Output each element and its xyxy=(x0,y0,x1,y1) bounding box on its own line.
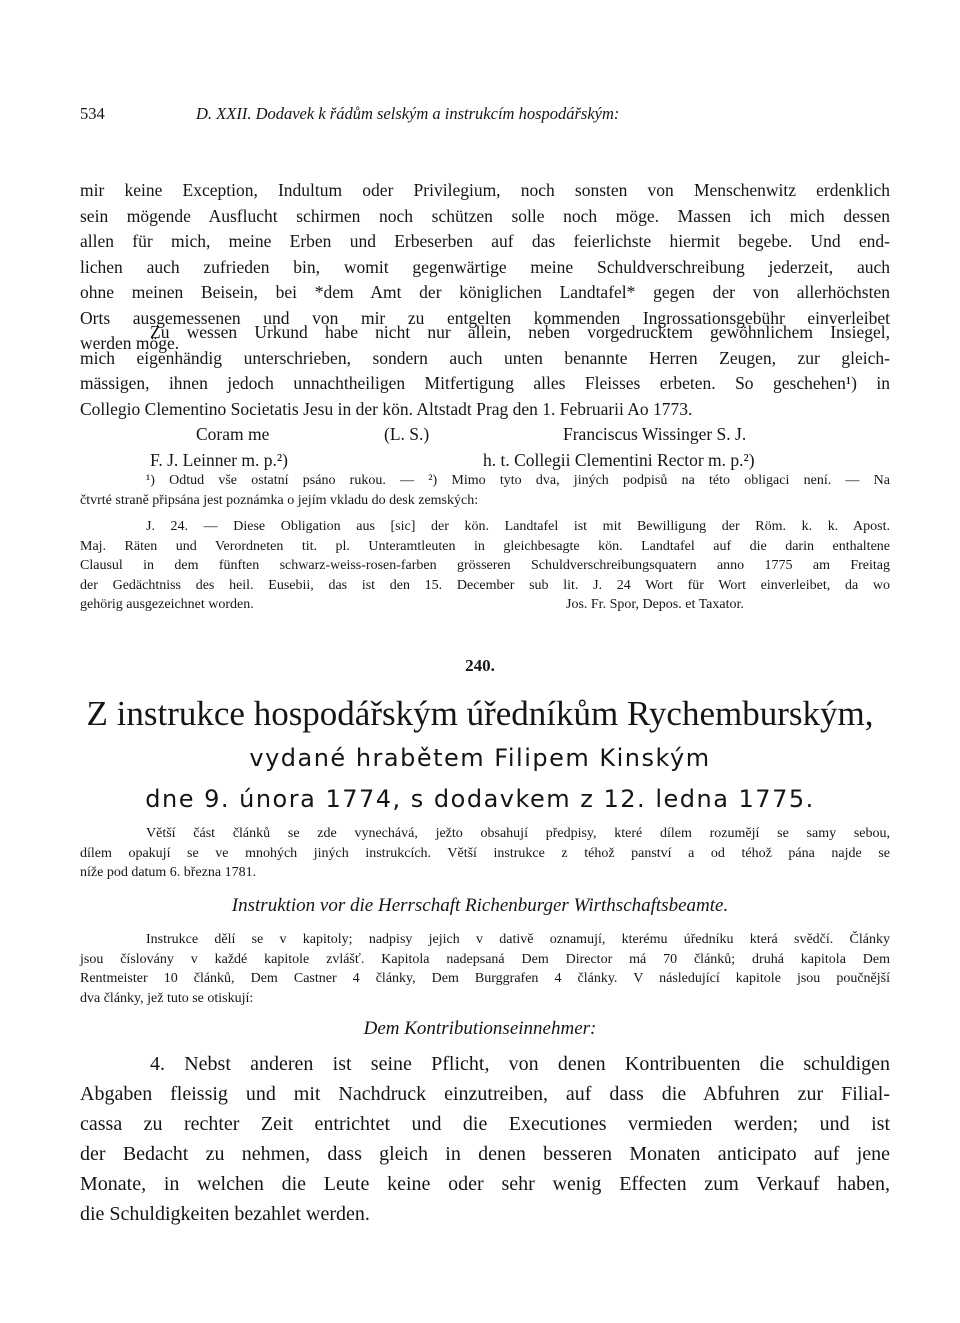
document-number: 240. xyxy=(465,656,495,675)
document-date: dne 9. února 1774, s dodavkem z 12. ledna 1775. xyxy=(145,785,815,813)
editor-note xyxy=(80,824,890,883)
footnote-line: Clausul in dem fünften schwarz-weiss-rosen-farben grösseren Schuldverschreibungsquatern anno 1775 am Freitag xyxy=(80,558,890,573)
text-line: Collegio Clementino Societatis Jesu in der kön. Altstadt Prag den 1. Februarii Ao 1773. xyxy=(80,398,693,419)
signature-witness-1: F. J. Leinner m. p.²) xyxy=(150,450,288,470)
note-line: Rentmeister 10 článků, Dem Castner 4 články, Dem Burggrafen 4 články. V následující kapitole jsou poučnější xyxy=(80,971,890,986)
footnote-line: gehörig ausgezeichnet worden. xyxy=(80,597,254,612)
note-line: Větší část článků se zde vynechává, ježto obsahují předpisy, které dílem rozumějí se samy sebou, xyxy=(146,826,890,841)
text-line: Monate, in welchen die Leute keine oder sehr wenig Effecten zum Verkauf haben, xyxy=(80,1173,890,1195)
text-line: cassa zu rechter Zeit entrichtet und die Executiones vermieden werden; und ist xyxy=(80,1113,890,1135)
footnote-line: ¹) Odtud vše ostatní psáno rukou. — ²) Mimo tyto dva, jiných podpisů na této obligaci není. — Na xyxy=(146,473,890,488)
footnote-line: čtvrté straně připsána jest poznámka o jejím vkladu do desk zemských: xyxy=(80,492,479,508)
footnote-2 xyxy=(80,517,890,595)
running-title: D. XXII. Dodavek k řádům selským a instrukcím hospodářským: xyxy=(196,104,620,123)
note-line: níže pod datum 6. března 1781. xyxy=(80,865,257,880)
footnote-1 xyxy=(80,471,890,510)
page-number: 534 xyxy=(80,104,105,123)
page-header xyxy=(80,101,890,127)
text-line: Zu wessen Urkund habe nicht nur allein, neben vorgedrucktem gewöhnlichem Insiegel, xyxy=(150,322,890,342)
note-line: Instrukce dělí se v kapitoly; nadpisy jejich v dativě oznamují, kterému úředníku která svědčí. Články xyxy=(146,932,890,947)
text-line: der Bedacht zu nehmen, dass gleich in denen besseren Monaten anticipato auf jene xyxy=(80,1143,890,1165)
footnote-line: der Gedächtniss des heil. Eusebii, das ist den 15. December sub lit. J. 24 Wort für Wort einverleibet, da wo xyxy=(80,577,890,593)
text-line: werden möge. xyxy=(80,333,180,353)
signature-signer: Franciscus Wissinger S. J. xyxy=(563,424,747,444)
body-paragraph-2 xyxy=(80,320,890,422)
article-4 xyxy=(80,1049,890,1229)
text-line: die Schuldigkeiten bezahlet werden. xyxy=(80,1203,370,1225)
document-subtitle: vydané hrabětem Filipem Kinským xyxy=(249,744,711,772)
text-line: allen für mich, meine Erben und Erbeserben auf das feierlichste hiermit begebe. Und end- xyxy=(80,231,890,251)
text-line: sein mögende Ausflucht schirmen noch schützen solle noch möge. Massen ich mich dessen xyxy=(80,205,890,226)
footnote-line: Maj. Räten und Verordneten tit. pl. Unteramtleuten in gleichbesagte kön. Landtafel auf die darin enthaltene xyxy=(80,538,890,554)
chapter-heading: Dem Kontributionseinnehmer: xyxy=(363,1018,597,1039)
text-line: ohne meinen Beisein, bei *dem Amt der königlichen Landtafel* gegen der von allerhöchsten xyxy=(80,282,890,302)
instruction-heading: Instruktion vor die Herrschaft Richenburger Wirthschaftsbeamte. xyxy=(231,895,729,916)
note-line: dílem opakují se ve mnohých jiných instrukcích. Větší instrukce z téhož panství a od téhož pána najde se xyxy=(80,845,890,861)
text-line: lichen auch zufrieden bin, womit gegenwärtige meine Schuldverschreibung jederzeit, auch xyxy=(80,256,890,277)
text-line: mich eigenhändig unterschrieben, sondern auch unten benannte Herren Zeugen, zur gleich- xyxy=(80,347,890,368)
signature-coram: Coram me xyxy=(196,424,270,444)
note-line: dva články, jež tuto se otiskují: xyxy=(80,990,254,1006)
seal-mark: (L. S.) xyxy=(384,424,430,444)
text-line: 4. Nebst anderen ist seine Pflicht, von denen Kontribuenten die schuldigen xyxy=(150,1053,890,1075)
note-line: jsou číslovány v každé kapitole zvlášť. Kapitola nadepsaná Dem Director má 70 článků; druhá kapitola Dem xyxy=(80,951,890,967)
text-line: mässigen, ihnen jedoch unnachtheiligen Mitfertigung alles Fleisses erbeten. So geschehen¹) in xyxy=(80,373,890,393)
taxator-signature: Jos. Fr. Spor, Depos. et Taxator. xyxy=(566,597,744,612)
chapter-description xyxy=(80,930,890,1008)
text-line: mir keine Exception, Indultum oder Privilegium, noch sonsten von Menschenwitz erdenklich xyxy=(80,180,890,200)
signature-witness-2: h. t. Collegii Clementini Rector m. p.²) xyxy=(483,450,755,470)
text-line: Abgaben fleissig und mit Nachdruck einzutreiben, auf dass die Abfuhren zur Filial- xyxy=(80,1083,890,1105)
footnote-line: J. 24. — Diese Obligation aus [sic] der kön. Landtafel ist mit Bewilligung der Röm. k. k. Apost. xyxy=(146,519,890,534)
text-line: Orts ausgemessenen und von mir zu entgelten kommenden Ingrossationsgebühr einverleibet xyxy=(80,307,890,328)
document-title: Z instrukce hospodářským úředníkům Rychemburským, xyxy=(86,694,874,733)
